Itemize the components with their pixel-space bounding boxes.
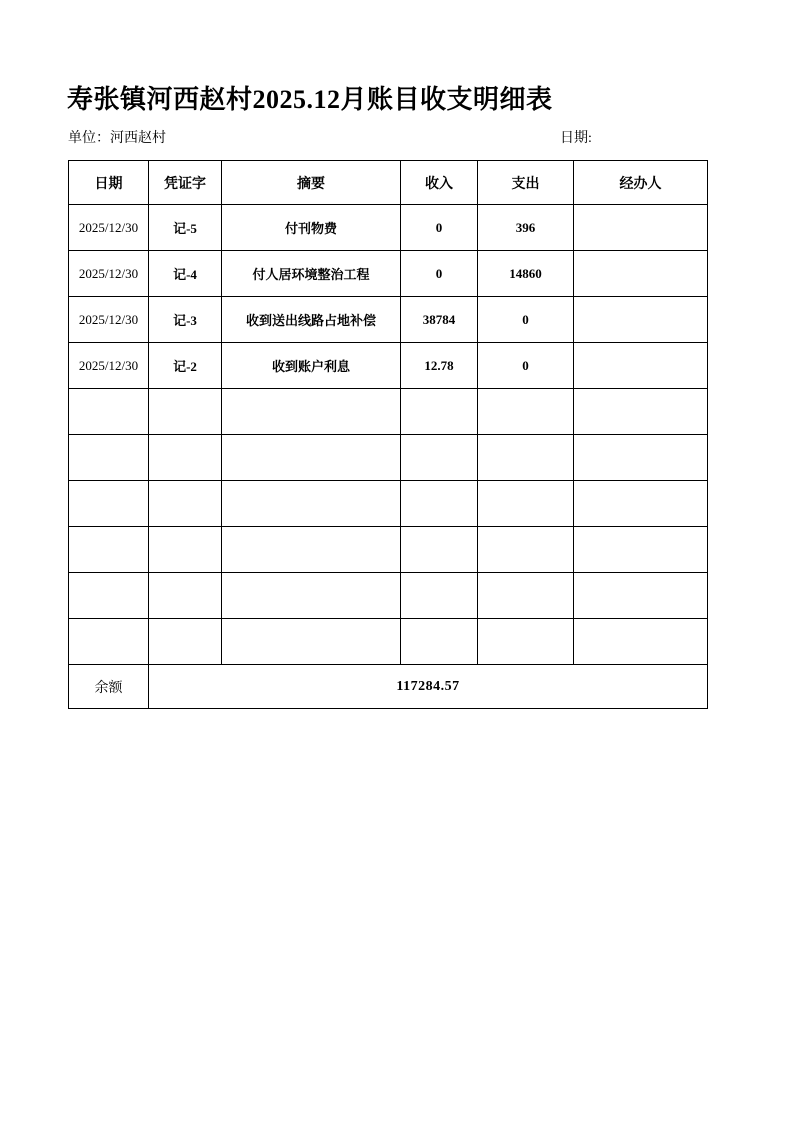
cell-summary: 付刊物费 [222,205,401,251]
col-header-handler: 经办人 [574,161,708,205]
cell-voucher: 记-2 [149,343,222,389]
cell-date: 2025/12/30 [69,297,149,343]
cell-income: 38784 [401,297,478,343]
table-row [69,343,708,389]
cell-date [69,435,149,481]
cell-expense [478,573,574,619]
empty-row [69,619,708,665]
cell-date: 2025/12/30 [69,343,149,389]
cell-date [69,573,149,619]
empty-row [69,527,708,573]
cell-income [401,481,478,527]
cell-summary [222,389,401,435]
cell-date: 2025/12/30 [69,205,149,251]
cell-handler [574,619,708,665]
cell-income [401,435,478,481]
ledger-table [68,160,708,709]
cell-expense [478,481,574,527]
cell-expense [478,527,574,573]
col-header-summary: 摘要 [222,161,401,205]
table-row [69,297,708,343]
cell-handler [574,205,708,251]
cell-summary [222,527,401,573]
cell-voucher: 记-4 [149,251,222,297]
empty-row [69,435,708,481]
cell-handler [574,343,708,389]
col-header-expense: 支出 [478,161,574,205]
page-title: 寿张镇河西赵村2025.12月账目收支明细表 [67,85,553,114]
cell-handler [574,389,708,435]
table-row [69,205,708,251]
cell-handler [574,527,708,573]
cell-voucher: 记-3 [149,297,222,343]
cell-summary: 收到送出线路占地补偿 [222,297,401,343]
empty-row [69,481,708,527]
table-row [69,251,708,297]
cell-date [69,481,149,527]
cell-voucher [149,573,222,619]
cell-income: 0 [401,251,478,297]
empty-row [69,573,708,619]
cell-income [401,527,478,573]
cell-voucher [149,435,222,481]
cell-summary [222,619,401,665]
balance-value-cell: 117284.57 [149,665,708,709]
cell-date [69,389,149,435]
cell-summary: 收到账户利息 [222,343,401,389]
cell-handler [574,435,708,481]
cell-expense: 14860 [478,251,574,297]
cell-handler [574,251,708,297]
cell-expense [478,389,574,435]
cell-income: 12.78 [401,343,478,389]
date-label: 日期: [560,131,592,146]
header-row [69,161,708,205]
cell-expense: 396 [478,205,574,251]
cell-date [69,619,149,665]
cell-handler [574,573,708,619]
col-header-income: 收入 [401,161,478,205]
cell-expense: 0 [478,343,574,389]
cell-expense [478,619,574,665]
cell-summary [222,573,401,619]
col-header-date: 日期 [69,161,149,205]
cell-summary [222,435,401,481]
balance-label-cell: 余额 [69,665,149,709]
cell-income [401,573,478,619]
cell-expense: 0 [478,297,574,343]
cell-handler [574,297,708,343]
cell-income: 0 [401,205,478,251]
cell-voucher: 记-5 [149,205,222,251]
cell-voucher [149,527,222,573]
cell-date: 2025/12/30 [69,251,149,297]
cell-voucher [149,389,222,435]
balance-row [69,665,708,709]
cell-summary [222,481,401,527]
cell-summary: 付人居环境整治工程 [222,251,401,297]
empty-row [69,389,708,435]
unit-label: 单位：河西赵村 [68,131,166,146]
cell-voucher [149,481,222,527]
cell-expense [478,435,574,481]
cell-income [401,619,478,665]
cell-date [69,527,149,573]
cell-handler [574,481,708,527]
col-header-voucher: 凭证字 [149,161,222,205]
cell-voucher [149,619,222,665]
cell-income [401,389,478,435]
